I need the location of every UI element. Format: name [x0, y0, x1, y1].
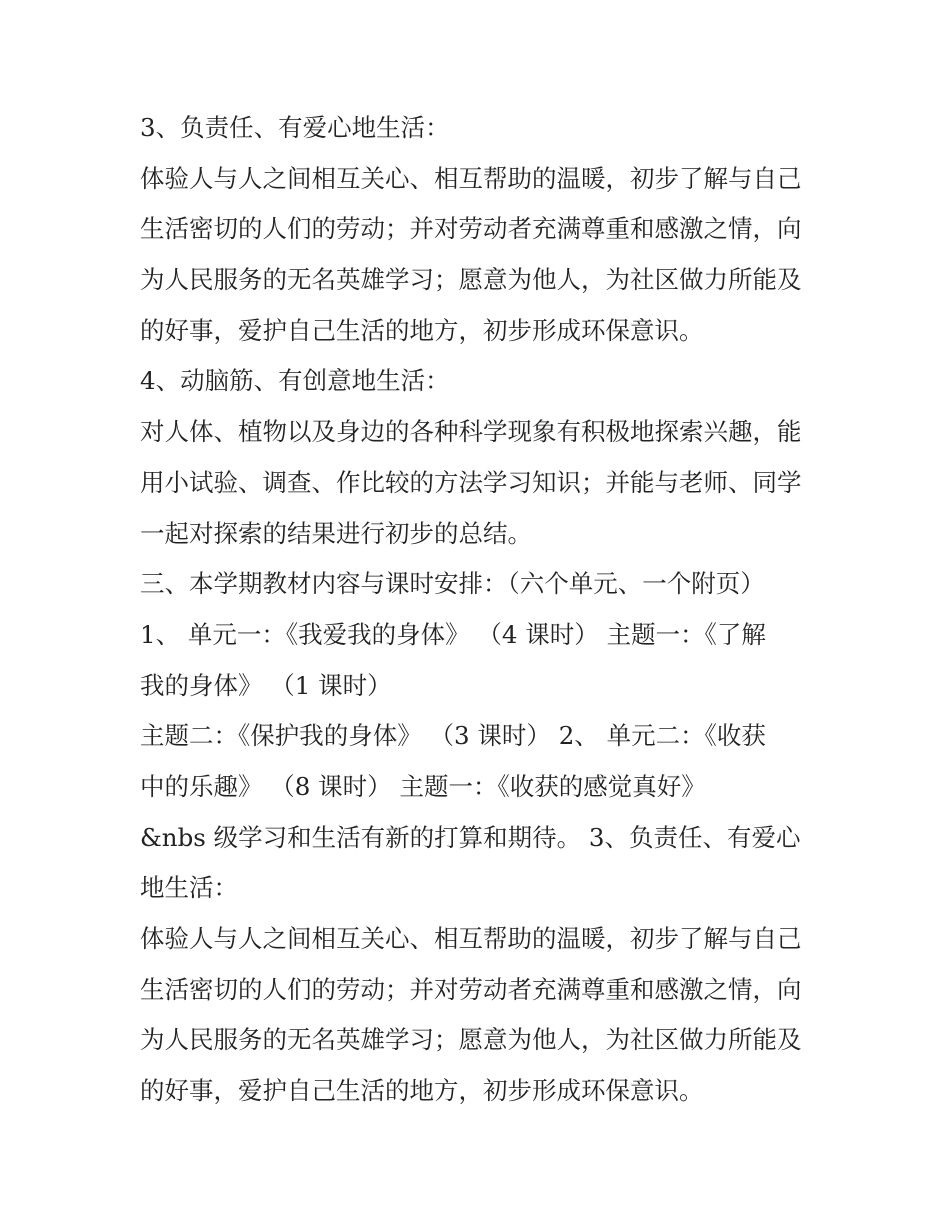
paragraph-line: 生活密切的人们的劳动；并对劳动者充满尊重和感激之情，向 [140, 214, 802, 244]
paragraph-line: &nbs 级学习和生活有新的打算和期待。 3、负责任、有爱心 [140, 822, 801, 852]
unit-line: 中的乐趣》 （8 课时） 主题一：《收获的感觉真好》 [140, 771, 706, 801]
heading-creative-living: 4、动脑筋、有创意地生活： [140, 366, 450, 396]
heading-responsible-living: 3、负责任、有爱心地生活： [140, 113, 450, 142]
paragraph-line: 对人体、植物以及身边的各种科学现象有积极地探索兴趣，能 [140, 417, 802, 447]
paragraph-line: 用小试验、调查、作比较的方法学习知识；并能与老师、同学 [140, 467, 802, 497]
unit-line: 我的身体》 （1 课时） [140, 670, 392, 700]
section-heading-curriculum: 三、本学期教材内容与课时安排：（六个单元、一个附页） [140, 569, 765, 599]
unit-line: 主题二：《保护我的身体》 （3 课时） 2、 单元二：《收获 [140, 721, 766, 751]
paragraph-line: 一起对探索的结果进行初步的总结。 [140, 518, 532, 548]
paragraph-line: 地生活： [140, 873, 238, 903]
paragraph-line: 的好事，爱护自己生活的地方，初步形成环保意识。 [140, 315, 704, 345]
unit-line: 1、 单元一：《我爱我的身体》 （4 课时） 主题一：《了解 [140, 619, 766, 649]
paragraph-line: 生活密切的人们的劳动；并对劳动者充满尊重和感激之情，向 [140, 974, 802, 1004]
paragraph-line: 为人民服务的无名英雄学习；愿意为他人，为社区做力所能及 [140, 1025, 802, 1055]
paragraph-line: 的好事，爱护自己生活的地方，初步形成环保意识。 [140, 1076, 704, 1106]
document-body [140, 103, 820, 1117]
paragraph-line: 体验人与人之间相互关心、相互帮助的温暖，初步了解与自己 [140, 924, 802, 953]
paragraph-line: 为人民服务的无名英雄学习；愿意为他人，为社区做力所能及 [140, 265, 802, 295]
paragraph-line: 体验人与人之间相互关心、相互帮助的温暖，初步了解与自己 [140, 163, 802, 193]
